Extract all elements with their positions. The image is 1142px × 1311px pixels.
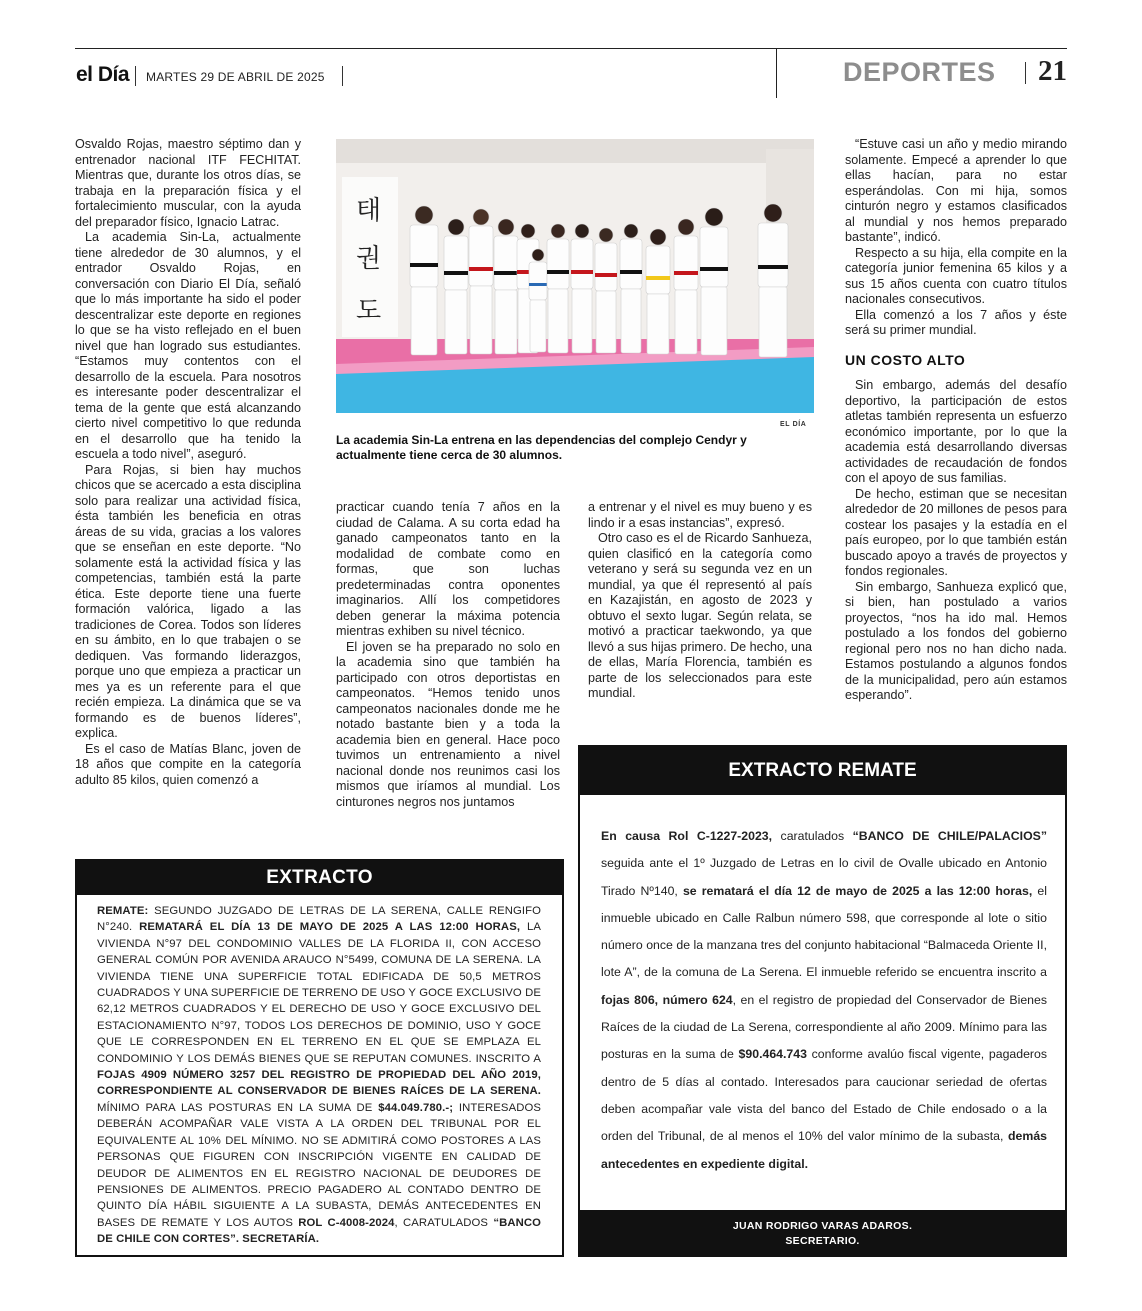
page-number: 21 <box>1038 55 1067 87</box>
banner-glyph: 태 <box>356 196 382 226</box>
article-paragraph: Sin embargo, Sanhueza explicó que, si bien, han postulado a varios proyectos, “nos ha ido mal. Hemos postulado a los fondos del gobierno regional pero nos no han dicho nada. Estamos postulando a algunos fondos de la municipalidad, pero aún estamos esperando”. <box>845 579 1067 702</box>
extracto-text: REMATE: SEGUNDO JUZGADO DE LETRAS DE LA SERENA, CALLE RENGIFO N°240. REMATARÁ EL DÍA 13 DE MAYO DE 2025 A LAS 12:00 HORAS, LA VIVIENDA N°97 DEL CONDOMINIO VALLES DE LA FLORIDA II, CON ACCESO GENERAL COMÚN POR AVENIDA ARAUCO N°5499, COMUNA DE LA SERENA. LA VIVIENDA TIENE UNA SUPERFICIE TOTAL EDIFICADA DE 50,5 METROS CUADRADOS Y UNA SUPERFICIE DE TERRENO DE USO Y GOCE EXCLUSIVO DE 62,12 METROS CUADRADOS Y EL DERECHO DE USO Y GOCE EXCLUSIVO DEL ESTACIONAMIENTO N°97, TODOS LOS DERECHOS DE DOMINIO, USO Y GOCE QUE LE CORRESPONDEN EN EL TERRENO EN EL QUE SE EMPLAZA EL CONDOMINIO Y LOS DEMÁS BIENES QUE SE REPUTAN COMUNES. INSCRITO A FOJAS 4909 NÚMERO 3257 DEL REGISTRO DE PROPIEDAD DEL AÑO 2019, CORRESPONDIENTE AL CONSERVADOR DE BIENES RAÍCES DE LA SERENA. MÍNIMO PARA LAS POSTURAS EN LA SUMA DE $44.049.780.-; INTERESADOS DEBERÁN ACOMPAÑAR VALE VISTA A LA ORDEN DEL TRIBUNAL POR EL EQUIVALENTE AL 10% DEL MÍNIMO. NO SE ADMITIRÁ COMO POSTORES A LAS PERSONAS QUE FIGUREN CON INSCRIPCIÓN VIGENTE EN CALIDAD DE DEUDOR DE ALIMENTOS EN EL REGISTRO NACIONAL DE DEUDORES DE PENSIONES DE ALIMENTOS. PRECIO PAGADERO AL CONTADO DENTRO DE QUINTO DÍA HÁBIL SIGUIENTE A LA SUBASTA, DEMÁS ANTECEDENTES EN BASES DE REMATE Y LOS AUTOS ROL C-4008-2024, CARATULADOS “BANCO DE CHILE CON CORTES”. SECRETARÍA. <box>97 905 541 1246</box>
signer-title: SECRETARIO. <box>785 1235 860 1247</box>
article-paragraph: De hecho, estiman que se necesitan alrededor de 20 millones de pesos para costear los pasajes y la estadía en el país europeo, por lo que también están buscado apoyo a través de proyectos y fondos regionales. <box>845 486 1067 578</box>
extracto-remate-text: En causa Rol C-1227-2023, caratulados “BANCO DE CHILE/PALACIOS” seguida ante el 1º Juzgado de Letras en lo civil de Ovalle ubicado en Antonio Tirado Nº140, se rematará el día 12 de mayo de 2025 a las 12:00 horas, el inmueble ubicado en Calle Ralbun número 598, que corresponde al lote o sitio número once de la manzana tres del conjunto habitacional “Balmaceda Oriente II, lote A”, de la comuna de La Serena. El inmueble referido se encuentra inscrito a fojas 806, número 624, en el registro de propiedad del Conservador de Bienes Raíces de la ciudad de La Serena, correspondiente al año 2009. Mínimo para las posturas en la suma de $90.464.743 conforme avalúo fiscal vigente, pagaderos dentro de 5 días al contado. Interesados para caucionar seriedad de ofertas deben acompañar vale vista del banco del Estado de Chile endosado o a la orden del Tribunal, de al menos el 10% del valor mínimo de la subasta, demás antecedentes en expediente digital. <box>601 829 1048 1171</box>
article-paragraph: Sin embargo, además del desafío deportivo, la participación de estos atletas también representa un esfuerzo económico importante, por lo que la academia está desarrollando diversas actividades de recaudación de fondos con el apoyo de sus familias. <box>845 378 1067 485</box>
article-paragraph: Ella comenzó a los 7 años y éste será su primer mundial. <box>845 307 1067 337</box>
masthead-divider <box>342 66 343 86</box>
article-column-1 <box>75 137 301 788</box>
photo-caption: La academia Sin-La entrena en las dependencias del complejo Cendyr y actualmente tiene cerca de 30 alumnos. <box>336 433 747 462</box>
article-column-3 <box>588 500 812 702</box>
article-paragraph: a entrenar y el nivel es muy bueno y es lindo ir a esas instancias”, expresó. <box>588 500 812 530</box>
newspaper-logo: el Día <box>76 63 130 86</box>
article-paragraph: “Estuve casi un año y medio mirando solamente. Empecé a aprender lo que ellas hacían, para no estar esperándolas. Con mi hija, somos cinturón negro y estamos clasificados al mundial y nos hemos preparado bastante”, indicó. <box>845 137 1067 244</box>
article-paragraph: El joven se ha preparado no solo en la academia sino que también ha participado con otros deportistas en campeonatos. “Hemos tenido unos campeonatos nacionales donde me he notado bastante bien y a toda la academia bien en general. Hace poco tuvimos un entrenamiento a nivel nacional donde nos reunimos casi los mismos que iríamos al mundial. Los cinturones negros nos juntamos <box>336 639 560 809</box>
extracto-title: EXTRACTO <box>75 859 564 895</box>
extracto-remate-title: EXTRACTO REMATE <box>578 745 1067 795</box>
signer-name: JUAN RODRIGO VARAS ADAROS. <box>732 1220 913 1232</box>
article-paragraph: practicar cuando tenía 7 años en la ciudad de Calama. A su corta edad ha ganado campeonatos tanto en la modalidad de combate como en formas, que son luchas predeterminadas contra oponentes imaginarios. Allí los competidores deben generar la máxima potencia mientras exhiben su nivel técnico. <box>336 500 560 638</box>
article-paragraph: La academia Sin-La, actualmente tiene alrededor de 30 alumnos, y el entrador Osvaldo Rojas, en conversación con Diario El Día, señaló que lo más importante ha sido el poder descentralizar este deporte en regiones lo que se ha visto reflejado en el buen nivel que han logrado sus estudiantes. “Estamos muy contentos con el desarrollo de la escuela. Para nosotros es interesante poder descentralizar el tema de la gente que está alcanzando cierto nivel competitivo lo que redunda en el desarrollo que ha tenido la escuela a todo nivel”, aseguró. <box>75 230 301 461</box>
article-paragraph: Es el caso de Matías Blanc, joven de 18 años que compite en la categoría adulto 85 kilos, quien comenzó a <box>75 741 301 787</box>
banner-glyph: 권 <box>356 244 382 274</box>
article-photo <box>336 139 814 413</box>
banner-glyph: 도 <box>356 296 382 326</box>
issue-date: MARTES 29 DE ABRIL DE 2025 <box>146 70 325 84</box>
article-column-2 <box>336 500 560 810</box>
top-rule <box>75 48 1067 49</box>
article-paragraph: Respecto a su hija, ella compite en la categoría junior femenina 65 kilos y a sus 15 años cuenta con cuatro títulos nacionales consecutivos. <box>845 245 1067 306</box>
article-paragraph: Osvaldo Rojas, maestro séptimo dan y entrenador nacional ITF FECHITAT. Mientras que, durante los otros días, se trabaja en la preparación física y el fortalecimiento muscular, con la ayuda del preparador físico, Ignacio Latrac. <box>75 137 301 229</box>
extracto-remate-signature <box>578 1210 1067 1257</box>
photo-credit: EL DÍA <box>780 421 807 428</box>
article-paragraph: Otro caso es el de Ricardo Sanhueza, quien clasificó en la categoría como veterano y será su segunda vez en un mundial, ya que él representó al país en Kazajistán, en agosto de 2023 y obtuvo el sexto lugar. Según relata, se motivó a practicar taekwondo, ya que llevó a sus hijas primero. De hecho, una de ellas, María Florencia, también es parte de los seleccionados para este mundial. <box>588 531 813 700</box>
section-name: DEPORTES <box>843 57 996 87</box>
section-divider <box>776 48 777 98</box>
masthead-divider <box>135 66 136 86</box>
taekwondo-group-photo <box>336 139 814 413</box>
article-paragraph: Para Rojas, si bien hay muchos chicos que se acercado a esta disciplina solo para realizar una actividad física, ésta también les beneficia en otras áreas de su vida, gracias a los valores que se enseñan en este deporte. “No solamente está la actividad física y las competencias, también está la parte ética. Este deporte tiene una fuerte formación valórica, ligado a las tradiciones de Corea. Todos son líderes en su ámbito, en lo que trabajen o se dediquen. Vas formando liderazgos, porque uno que empieza a practicar un mes ya es un referente para el que recién empieza. La dinámica que se va formando es de buenos líderes”, explica. <box>75 462 301 740</box>
article-column-4 <box>845 137 1067 704</box>
page-divider <box>1025 62 1026 84</box>
article-subheading: UN COSTO ALTO <box>845 351 966 368</box>
